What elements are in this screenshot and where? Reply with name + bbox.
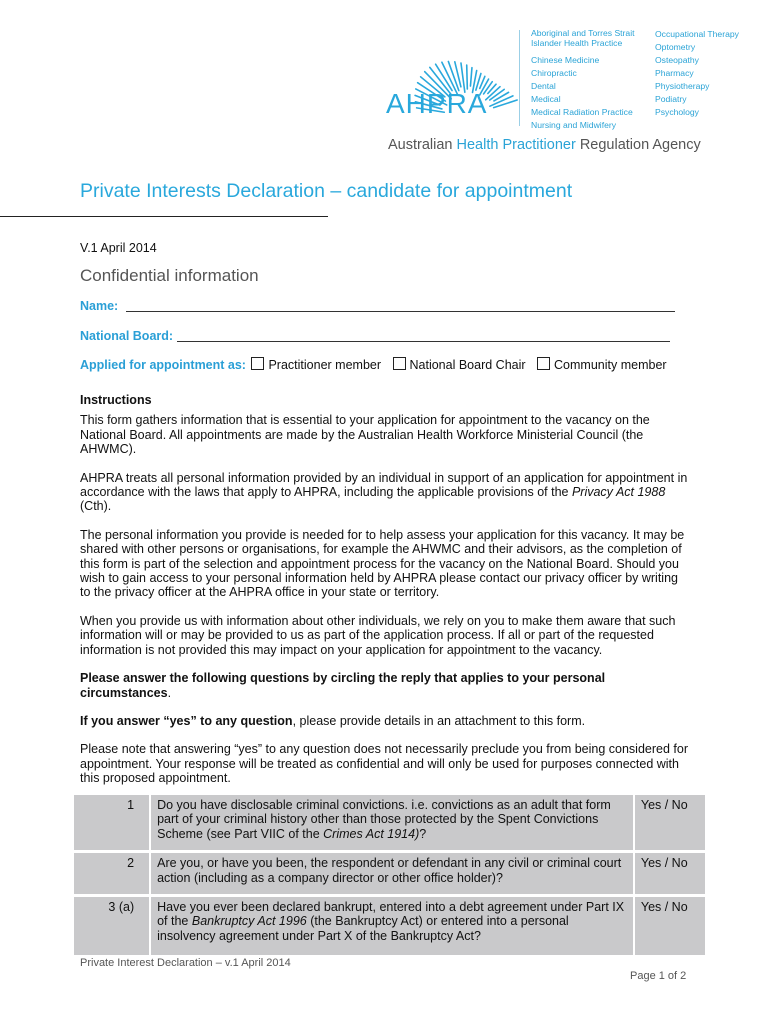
paragraph: When you provide us with information about other individuals, we rely on you to make them aware that such information will or may be provided to us as part of the application process. If all or part of the requested information is not provided this may impact on your application for appointment to the vacancy.: [80, 613, 676, 657]
yes-no-answer[interactable]: Yes / No: [634, 795, 705, 852]
profession-item: Physiotherapy: [655, 81, 710, 91]
header-divider: [519, 30, 520, 126]
act-reference: Crimes Act 1914): [323, 826, 420, 841]
table-row: [74, 896, 705, 956]
question-text: [150, 795, 634, 852]
ahpra-logo-text: AHPRA: [386, 88, 488, 119]
table-row: [74, 852, 705, 896]
question-number: 3 (a): [74, 896, 150, 956]
profession-item: Pharmacy: [655, 68, 694, 78]
profession-item: Optometry: [655, 42, 696, 52]
profession-item: Medical: [531, 94, 561, 104]
paragraph: [80, 671, 690, 700]
logo-ray: [467, 65, 468, 89]
practitioner-member-checkbox[interactable]: [251, 357, 264, 370]
table-row: [74, 795, 705, 852]
agency-name-post: Regulation Agency: [575, 137, 701, 153]
name-label: Name:: [80, 299, 119, 313]
agency-name-highlight: Health Practitioner: [456, 137, 576, 153]
paragraph-bold: Please answer the following questions by circling the reply that applies to your personal circumstances: [80, 671, 606, 700]
community-member-label: Community member: [554, 358, 667, 372]
paragraph-text: .: [167, 685, 172, 700]
profession-item: Podiatry: [655, 94, 687, 104]
profession-item: Aboriginal and Torres Strait Islander Health Practice: [531, 28, 635, 48]
question-text-part: Have you ever been declared bankrupt, entered into a debt agreement under Part IX of the: [157, 900, 625, 929]
question-number: 2: [74, 852, 150, 896]
page-number: Page 1 of 2: [630, 970, 687, 982]
logo-ray: [494, 100, 517, 108]
applied-label: Applied for appointment as:: [80, 358, 246, 372]
name-field[interactable]: [126, 301, 675, 312]
profession-item: Occupational Therapy: [655, 29, 739, 39]
paragraph-text: , please provide details in an attachment to this form.: [292, 713, 586, 728]
question-text-part: (the Bankruptcy Act) or entered into a personal insolvency agreement under Part X of the Bankruptcy Act?: [157, 914, 569, 943]
profession-item: Chinese Medicine: [531, 55, 600, 65]
yes-no-answer[interactable]: Yes / No: [634, 896, 705, 956]
profession-item: Osteopathy: [655, 55, 699, 65]
profession-item: Psychology: [655, 107, 699, 117]
question-number: 1: [74, 795, 150, 852]
paragraph: [80, 471, 690, 514]
professions-list-right: [655, 28, 765, 119]
questions-table: [74, 795, 705, 955]
paragraph: This form gathers information that is essential to your application for appointment to the vacancy on the National Board. All appointments are made by the Australian Health Workforce Ministerial Council (the AHWMC).: [80, 413, 650, 457]
footer-doc-label: Private Interest Declaration – v.1 April 2014: [80, 957, 291, 969]
question-text: [150, 852, 634, 896]
question-text-part: Do you have disclosable criminal convictions. i.e. convictions as an adult that form part of your criminal history other than those protected by the Spent Convictions Scheme (see Part VIIC of the: [157, 798, 611, 841]
title-rule: [0, 216, 328, 217]
yes-no-answer[interactable]: Yes / No: [634, 852, 705, 896]
instructions-heading: Instructions: [80, 393, 152, 407]
paragraph-text: (Cth).: [80, 499, 112, 514]
profession-item: Chiropractic: [531, 68, 577, 78]
professions-list-left: [531, 28, 649, 132]
appointment-options: [80, 357, 673, 372]
board-chair-checkbox[interactable]: [393, 357, 406, 370]
profession-item: Nursing and Midwifery: [531, 120, 617, 130]
paragraph: Please note that answering “yes” to any question does not necessarily preclude you from being considered for appointment. Your response will be treated as confidential and will only be used for purposes connected with this proposed appointment.: [80, 742, 688, 786]
instructions-body: [80, 393, 690, 800]
question-text-part: Are you, or have you been, the respondent or defendant in any civil or criminal court action (including as a company director or other office holder)?: [157, 856, 622, 885]
question-text-part: ?: [419, 826, 427, 841]
version-label: V.1 April 2014: [80, 241, 157, 255]
page-title: Private Interests Declaration – candidate for appointment: [80, 180, 573, 202]
profession-item: Medical Radiation Practice: [531, 107, 633, 117]
paragraph-text: AHPRA treats all personal information provided by an individual in support of an application for appointment in accordance with the laws that apply to AHPRA, including the applicable provisions of the: [80, 470, 688, 500]
profession-item: Dental: [531, 81, 556, 91]
question-text: [150, 896, 634, 956]
paragraph-bold: If you answer “yes” to any question: [80, 713, 293, 728]
national-board-field[interactable]: [177, 331, 670, 342]
logo-ray: [470, 68, 472, 86]
agency-name-pre: Australian: [388, 137, 457, 153]
act-reference: Bankruptcy Act 1996: [191, 914, 307, 929]
section-title: Confidential information: [80, 266, 259, 285]
act-reference: Privacy Act 1988: [571, 485, 666, 500]
community-member-checkbox[interactable]: [537, 357, 550, 370]
paragraph: [80, 714, 690, 728]
board-chair-label: National Board Chair: [409, 358, 526, 372]
national-board-label: National Board:: [80, 329, 174, 343]
paragraph: The personal information you provide is needed for to help assess your application for this vacancy. It may be shared with other persons or organisations, for example the AHWMC and their advisors, as the completion of this form is part of the selection and appointment process for the vacancy on the National Board. Should you wish to gain access to your personal information held by AHPRA please contact our privacy officer by writing to the privacy officer at the AHPRA office in your state or territory.: [80, 527, 685, 600]
practitioner-member-label: Practitioner member: [268, 358, 382, 372]
agency-name: [388, 137, 701, 153]
